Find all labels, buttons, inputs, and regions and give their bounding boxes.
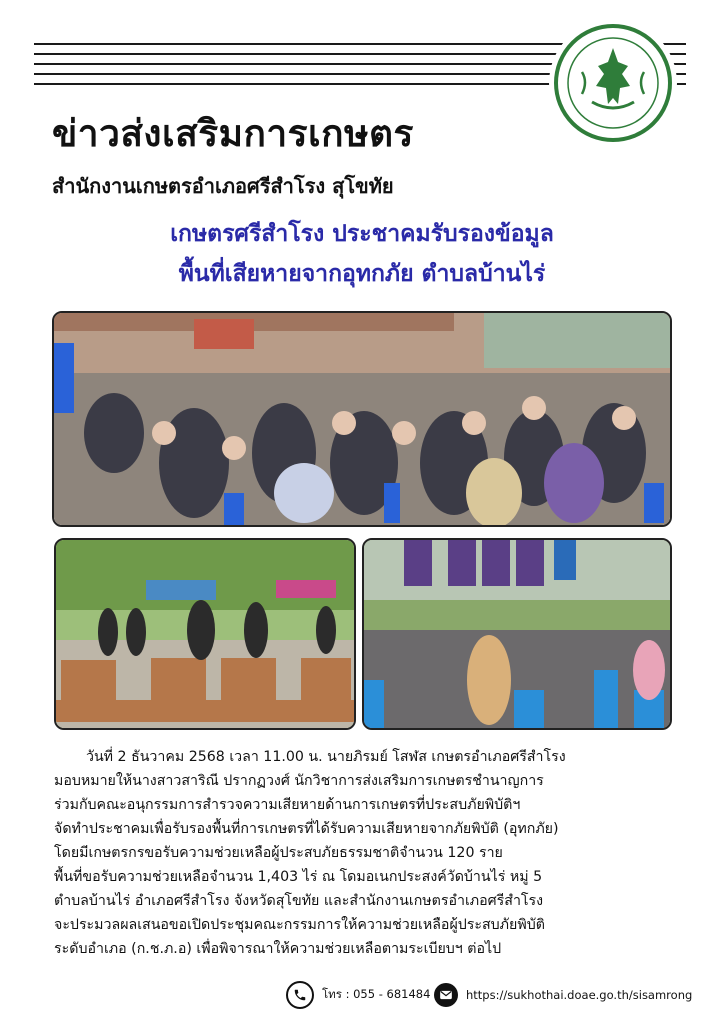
body-line: ร่วมกับคณะอนุกรรมการสำรวจความเสียหายด้านการเกษตรที่ประสบภัยพิบัติฯ (54, 797, 521, 813)
photo-audience (362, 538, 672, 730)
phone-number: โทร : 055 - 681484 (322, 987, 431, 1001)
body-line: วันที่ 2 ธันวาคม 2568 เวลา 11.00 น. นายภิรมย์ โสฬส เกษตรอำเภอศรีสำโรง (86, 749, 566, 765)
body-line: มอบหมายให้นางสาวสาริณี ปรากฏวงศ์ นักวิชาการส่งเสริมการเกษตรชำนาญการ (54, 773, 544, 789)
body-line: ระดับอำเภอ (ก.ช.ภ.อ) เพื่อพิจารณาให้ความช่วยเหลือตามระเบียบฯ ต่อไป (54, 941, 502, 957)
article-body (54, 745, 674, 961)
headline: ข่าวส่งเสริมการเกษตร (52, 112, 414, 155)
office-name: สำนักงานเกษตรอำเภอศรีสำโรง สุโขทัย (52, 174, 394, 198)
phone-icon (286, 981, 314, 1009)
body-line: ตำบลบ้านไร่ อำเภอศรีสำโรง จังหวัดสุโขทัย และสำนักงานเกษตรอำเภอศรีสำโรง (54, 893, 544, 909)
logo-emblem (552, 22, 674, 144)
main-photo (52, 311, 672, 527)
body-line: พื้นที่ขอรับความช่วยเหลือจำนวน 1,403 ไร่ ณ โดมอเนกประสงค์วัดบ้านไร่ หมู่ 5 (54, 869, 543, 885)
doae-logo (552, 22, 674, 144)
body-line: จัดทำประชาคมเพื่อรับรองพื้นที่การเกษตรที่ได้รับความเสียหายจากภัยพิบัติ (อุทกภัย) (54, 821, 559, 837)
article-title-line2: พื้นที่เสียหายจากอุทกภัย ตำบลบ้านไร่ (178, 261, 546, 287)
website-link[interactable]: https://sukhothai.doae.go.th/sisamrong (466, 988, 693, 1002)
mail-icon (434, 983, 458, 1007)
body-line: จะประมวลผลเสนอขอเปิดประชุมคณะกรรมการให้ความช่วยเหลือผู้ประสบภัยพิบัติ (54, 917, 545, 933)
footer-phone (286, 982, 430, 1008)
photo-speaker (54, 538, 356, 730)
body-line: โดยมีเกษตรกรขอรับความช่วยเหลือผู้ประสบภัยธรรมชาติจำนวน 120 ราย (54, 845, 503, 861)
footer-website (434, 982, 692, 1008)
article-title-line1: เกษตรศรีสำโรง ประชาคมรับรองข้อมูล (170, 221, 554, 247)
